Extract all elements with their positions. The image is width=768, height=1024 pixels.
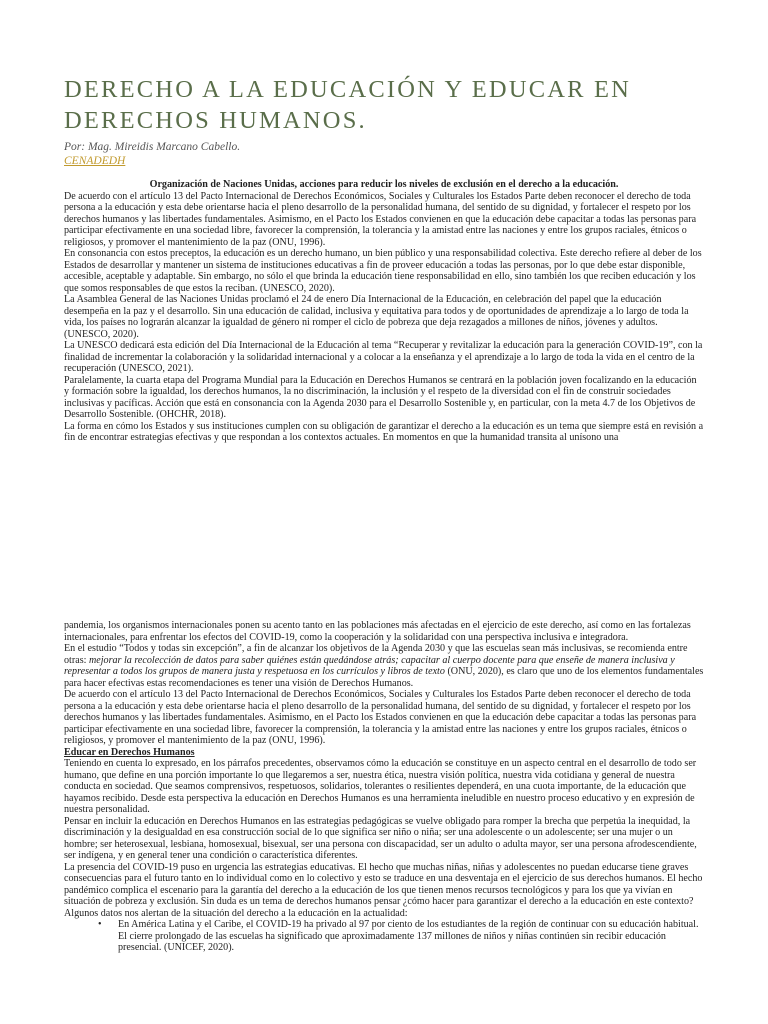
paragraph [64,643,704,689]
bullet-icon: • [98,919,102,930]
paragraph: La presencia del COVID-19 puso en urgencia las estrategias educativas. El hecho que muchas niñas, niñas y adolescentes no puedan educarse tiene graves consecuencias para el futuro tanto en lo individual como en lo colectivo y esto se traduce en una desventaja en el ejercicio de sus derechos humanos. El hecho pandémico complica el escenario para la garantía del derecho a la educación de los que tienen menos recursos tecnológicos y para los que ya vivían en situación de pobreza y exclusión. Sin duda es un tema de derechos humanos pensar ¿cómo hacer para garantizar el derecho a la educación en este contexto? [64,861,703,907]
paragraph: En consonancia con estos preceptos, la educación es un derecho humano, un bien público y una responsabilidad colectiva. Este derecho refiere al deber de los Estados de desarrollar y mantener un sistema de instituciones educativas a fin de proveer educación a todas las personas, por lo que debe estar disponible, accesible, aceptable y adaptable. Sin embargo, no sólo el que brinda la educación tiene responsabilidad en ello, sino también los que reciben educación y los que somos responsables de que estos la reciban. (UNESCO, 2020). [64,248,702,294]
paragraph: La Asamblea General de las Naciones Unidas proclamó el 24 de enero Día Internacional de la Educación, en celebración del papel que la educación desempeña en la paz y el desarrollo. Sin una educación de calidad, inclusiva y equitativa para todos y de oportunidades de aprendizaje a lo largo de toda la vida, los países no lograrán alcanzar la igualdad de género ni romper el ciclo de pobreza que deja rezagados a millones de niños, jóvenes y adultos. (UNESCO, 2020). [64,294,689,340]
paragraph: La UNESCO dedicará esta edición del Día Internacional de la Educación al tema “Recuperar y revitalizar la educación para la generación COVID-19”, con la finalidad de incrementar la colaboración y la solidaridad internacional y a colocar a la enseñanza y el aprendizaje a lo largo de toda la vida en el centro de la recuperación (UNESCO, 2021). [64,340,703,374]
bullet-list-item [64,919,704,954]
paragraph: Teniendo en cuenta lo expresado, en los párrafos precedentes, observamos cómo la educación se constituye en un aspecto central en el desarrollo de todo ser humano, que define en una porción importante lo que llegaremos a ser, nuestra ética, nuestra visión política, nuestra vida cotidiana y general de nuestra conducta en sociedad. Que seamos comprensivos, respetuosos, solidarios, tolerantes o resilientes dependerá, en una cuota importante, de la educación que hayamos recibido. Desde esta perspectiva la educación en Derechos Humanos es una herramienta ineludible en nuestro proceso educativo y en expresión de nuestra personalidad. [64,758,697,815]
bullet-text: En América Latina y el Caribe, el COVID-19 ha privado al 97 por ciento de los estudiantes de la región de continuar con su educación habitual. El cierre prolongado de las escuelas ha significado que aproximadamente 137 millones de niños y niñas continúen sin recibir educación presencial. (UNICEF, 2020). [118,919,699,953]
document-title: DERECHO A LA EDUCACIÓN Y EDUCAR EN DERECHOS HUMANOS. [64,76,632,134]
quoted-recommendations: mejorar la recolección de datos para saber quiénes están quedándose atrás; capacitar al cuerpo docente para que enseñe de manera inclusiva y representar a todos los grupos de manera justa y respetuosa en los currículos y libros de texto [64,654,675,677]
organization-link[interactable]: CENADEDH [64,155,126,167]
paragraph: La forma en cómo los Estados y sus instituciones cumplen con su obligación de garantizar el derecho a la educación es un tema que siempre está en revisión a fin de encontrar estrategias efectivas y que respondan a los contextos actuales. En momentos en que la humanidad transita al unísono una [64,420,704,443]
paragraph: Pensar en incluir la educación en Derechos Humanos en las estrategias pedagógicas se vuelve obligado para romper la brecha que perpetúa la inequidad, la discriminación y la desigualdad en esa construcción social de lo que significa ser niño o niña; ser una adolescente o un adolescente; ser una mujer o un hombre; ser heterosexual, lesbiana, homosexual, bisexual, ser una persona con discapacidad, ser un adulto o adulta mayor, ser una persona afrodescendiente, ser indígena, y en general tener una condición o característica diferentes. [64,815,697,861]
section-heading: Educar en Derechos Humanos [64,746,195,758]
paragraph: pandemia, los organismos internacionales ponen su acento tanto en las poblaciones más afectadas en el ejercicio de este derecho, así como en las fortalezas internacionales, para enfrentar los efectos del COVID-19, como la cooperación y la solidaridad con una perspectiva inclusiva e integradora. [64,620,691,643]
section-heading: Organización de Naciones Unidas, acciones para reducir los niveles de exclusión en el derecho a la educación. [149,179,619,190]
paragraph-text: En el estudio “Todos y todas sin excepción”, a fin de alcanzar los objetivos de la Agenda 2030 y que las escuelas sean más inclusivas, se recomienda entre otras: [64,643,688,666]
paragraph-text: (ONU, 2020), es claro que uno de los elementos fundamentales para hacer efectivas estas recomendaciones es tener una visión de Derechos Humanos. [64,666,704,689]
paragraph: Algunos datos nos alertan de la situación del derecho a la educación en la actualidad: [64,907,408,919]
paragraph: De acuerdo con el artículo 13 del Pacto Internacional de Derechos Económicos, Sociales y Culturales los Estados Parte deben reconocer el derecho de toda persona a la educación y esta debe orientarse hacia el pleno desarrollo de la personalidad humana, del sentido de su dignidad, y fortalecer el respeto por los derechos humanos y las libertades fundamentales. Asimismo, en el Pacto los Estados convienen en que la educación debe capacitar a todas las personas para participar efectivamente en una sociedad libre, favorecer la comprensión, la tolerancia y la amistad entre las naciones y entre los grupos raciales, étnicos o religiosos, y promover el mantenimiento de la paz (ONU, 1996). [64,190,697,248]
paragraph: Paralelamente, la cuarta etapa del Programa Mundial para la Educación en Derechos Humanos se centrará en la población joven focalizando en la educación y formación sobre la igualdad, los derechos humanos, la no discriminación, la inclusión y el respeto de la diversidad con el fin de construir sociedades inclusivas y pacíficas. Acción que está en consonancia con la Agenda 2030 para el Desarrollo Sostenible y, en particular, con la meta 4.7 de los Objetivos de Desarrollo Sostenible. (OHCHR, 2018). [64,374,697,420]
page-1-body [64,179,704,444]
paragraph: De acuerdo con el artículo 13 del Pacto Internacional de Derechos Económicos, Sociales y Culturales los Estados Parte deben reconocer el derecho de toda persona a la educación y esta debe orientarse hacia el pleno desarrollo de la personalidad humana, del sentido de su dignidad, y fortalecer el respeto por los derechos humanos y las libertades fundamentales. Asimismo, en el Pacto los Estados convienen en que la educación debe capacitar a todas las personas para participar efectivamente en una sociedad libre, favorecer la comprensión, la tolerancia y la amistad entre las naciones y entre los grupos raciales, étnicos o religiosos, y promover el mantenimiento de la paz (ONU, 1996). [64,689,697,746]
page-2-body [64,620,704,954]
author-byline: Por: Mag. Mireidis Marcano Cabello. [64,141,241,153]
